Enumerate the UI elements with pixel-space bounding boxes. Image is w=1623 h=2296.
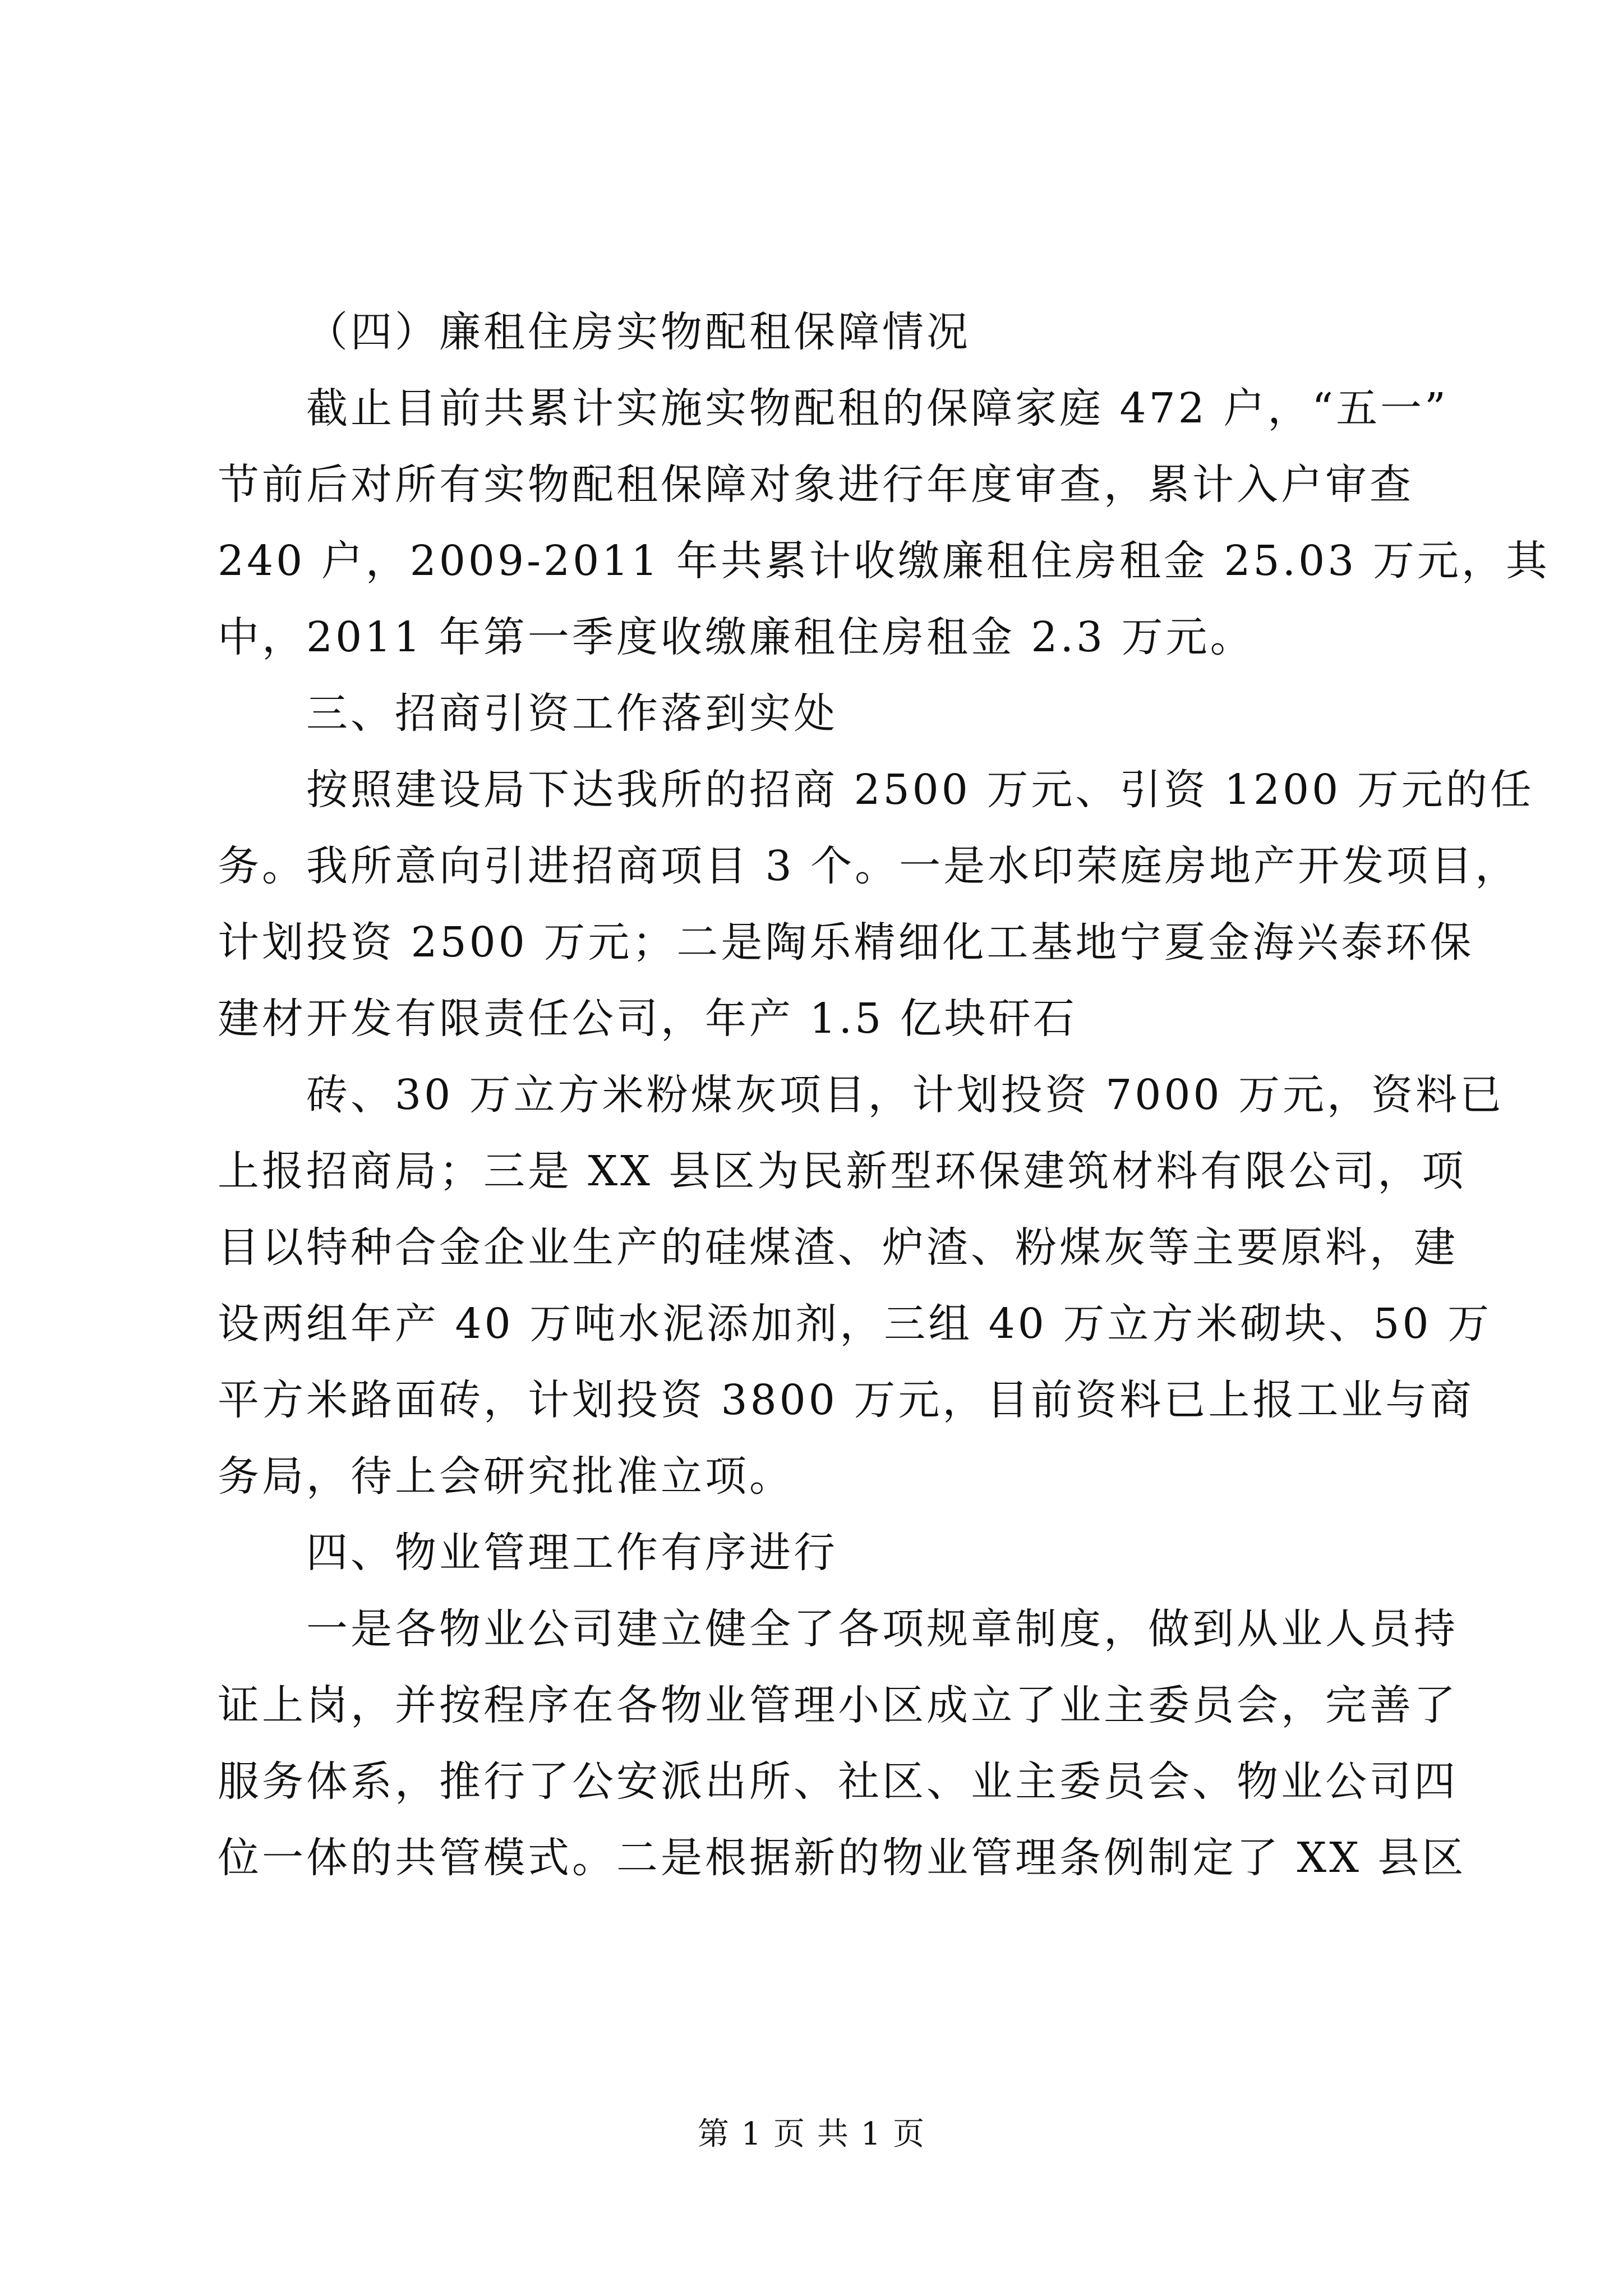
- body-line: 上报招商局；三是 XX 县区为民新型环保建筑材料有限公司，项: [218, 1147, 1467, 1195]
- body-line: 目以特种合金企业生产的硅煤渣、炉渣、粉煤灰等主要原料，建: [218, 1223, 1458, 1272]
- body-line: 证上岗，并按程序在各物业管理小区成立了业主委员会，完善了: [218, 1681, 1458, 1729]
- body-line: 按照建设局下达我所的招商 2500 万元、引资 1200 万元的任: [306, 766, 1534, 814]
- body-line: 240 户，2009-2011 年共累计收缴廉租住房租金 25.03 万元，其: [218, 537, 1550, 585]
- page-number: 第 1 页 共 1 页: [697, 2116, 926, 2152]
- body-line: 中，2011 年第一季度收缴廉租住房租金 2.3 万元。: [218, 613, 1255, 661]
- section-heading: 三、招商引资工作落到实处: [306, 689, 838, 738]
- document-body: [218, 294, 1550, 1896]
- page-footer: [0, 2115, 1623, 2154]
- body-line: 设两组年产 40 万吨水泥添加剂，三组 40 万立方米砌块、50 万: [218, 1300, 1492, 1348]
- body-line: 务局，待上会研究批准立项。: [218, 1452, 794, 1501]
- body-line: 平方米路面砖，计划投资 3800 万元，目前资料已上报工业与商: [218, 1376, 1474, 1424]
- body-line: 一是各物业公司建立健全了各项规章制度，做到从业人员持: [306, 1605, 1458, 1653]
- body-line: 节前后对所有实物配租保障对象进行年度审查，累计入户审查: [218, 461, 1414, 509]
- body-line: 砖、30 万立方米粉煤灰项目，计划投资 7000 万元，资料已: [306, 1071, 1505, 1119]
- body-line: 建材开发有限责任公司，年产 1.5 亿块矸石: [218, 995, 1077, 1043]
- body-line: 截止目前共累计实施实物配租的保障家庭 472 户，“五一”: [306, 384, 1449, 432]
- body-line: 位一体的共管模式。二是根据新的物业管理条例制定了 XX 县区: [218, 1834, 1467, 1882]
- body-line: 务。我所意向引进招商项目 3 个。一是水印荣庭房地产开发项目，: [218, 842, 1520, 890]
- section-heading: 四、物业管理工作有序进行: [306, 1529, 838, 1577]
- body-line: （四）廉租住房实物配租保障情况: [306, 308, 971, 356]
- body-line: 计划投资 2500 万元；二是陶乐精细化工基地宁夏金海兴泰环保: [218, 918, 1474, 967]
- body-line: 服务体系，推行了公安派出所、社区、业主委员会、物业公司四: [218, 1757, 1458, 1806]
